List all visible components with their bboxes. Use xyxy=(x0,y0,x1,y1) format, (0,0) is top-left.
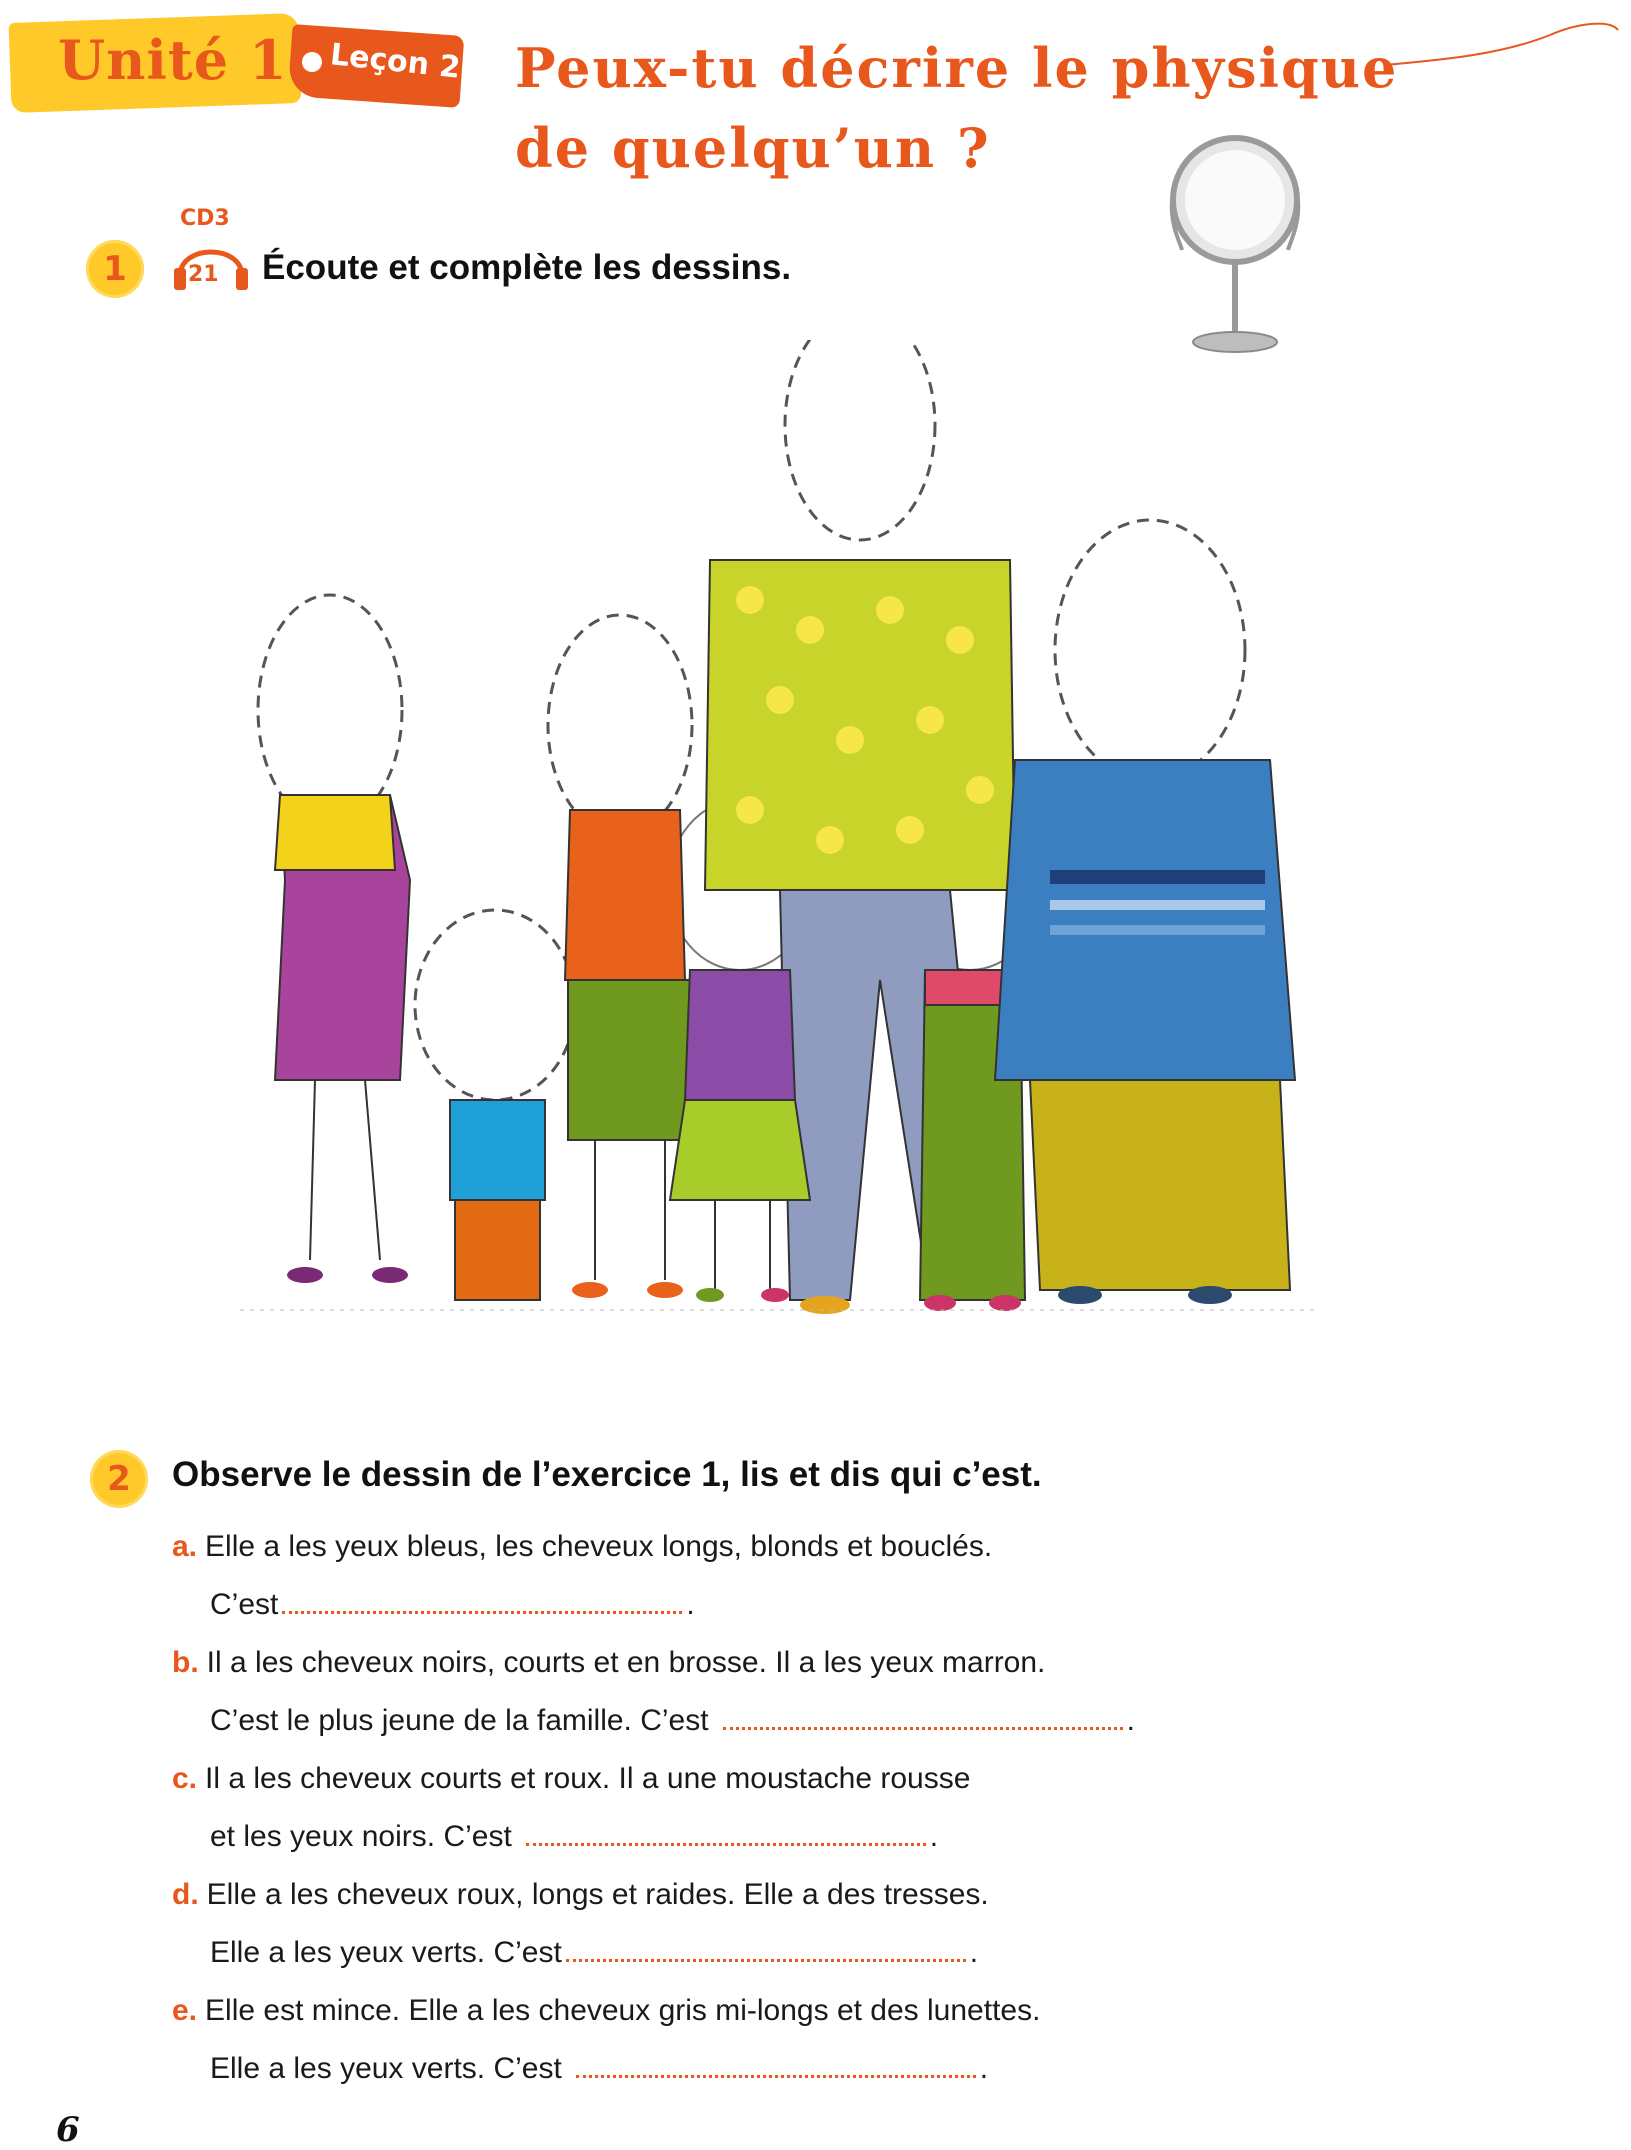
decorative-swirl-icon xyxy=(1380,10,1625,80)
answer-line-c xyxy=(210,1820,938,1854)
page-title-line2: de quelqu’un ? xyxy=(515,116,991,180)
mirror-icon xyxy=(1160,130,1310,360)
question-letter: c. xyxy=(172,1762,198,1795)
exercise-2-number: 2 xyxy=(90,1450,148,1508)
question-b xyxy=(172,1646,1045,1680)
lesson-label: Leçon 2 xyxy=(328,37,463,86)
lesson-dot-icon xyxy=(302,52,322,72)
face-outline-tall-man xyxy=(785,340,935,540)
grandma-trousers xyxy=(1030,1080,1290,1290)
answer-end: . xyxy=(979,2052,989,2085)
question-text: Elle est mince. Elle a les cheveux gris mi-longs et des lunettes. xyxy=(205,1994,1041,2027)
answer-line-e xyxy=(210,2052,988,2086)
exercise-1-instruction: Écoute et complète les dessins. xyxy=(262,248,792,287)
answer-prefix: et les yeux noirs. C’est xyxy=(210,1820,512,1853)
woman-dress-top xyxy=(275,795,395,870)
unit-label: Unité 1 xyxy=(58,28,288,92)
exercise-2-instruction: Observe le dessin de l’exercice 1, lis et dis qui c’est. xyxy=(172,1455,1042,1494)
question-a xyxy=(172,1530,992,1564)
answer-prefix: C’est le plus jeune de la famille. C’est xyxy=(210,1704,709,1737)
answer-blank[interactable] xyxy=(566,1937,966,1962)
answer-blank[interactable] xyxy=(282,1589,682,1614)
answer-blank[interactable] xyxy=(723,1705,1123,1730)
answer-end: . xyxy=(929,1820,939,1853)
question-text: Il a les cheveux courts et roux. Il a une moustache rousse xyxy=(205,1762,971,1795)
page-title-line1: Peux-tu décrire le physique xyxy=(515,36,1399,100)
girl-cardigan xyxy=(685,970,795,1100)
question-c xyxy=(172,1762,970,1796)
answer-end: . xyxy=(969,1936,979,1969)
question-text: Elle a les cheveux roux, longs et raides. Elle a des tresses. xyxy=(206,1878,989,1911)
answer-end: . xyxy=(686,1588,695,1621)
answer-blank[interactable] xyxy=(576,2053,976,2078)
girl-skirt xyxy=(670,1100,810,1200)
toddler-trousers xyxy=(455,1200,540,1300)
grandma-sweater xyxy=(995,760,1295,1080)
page-number: 6 xyxy=(56,2110,80,2150)
answer-line-d xyxy=(210,1936,978,1970)
question-letter: b. xyxy=(172,1646,199,1679)
cd-track-number: 21 xyxy=(188,262,219,287)
answer-blank[interactable] xyxy=(526,1821,926,1846)
face-outline-grandmother xyxy=(1055,520,1245,780)
answer-prefix: Elle a les yeux verts. C’est xyxy=(210,2052,562,2085)
teen-shorts xyxy=(568,980,690,1140)
question-e xyxy=(172,1994,1040,2028)
answer-prefix: C’est xyxy=(210,1588,279,1621)
answer-end: . xyxy=(1126,1704,1135,1737)
toddler-shirt xyxy=(450,1100,545,1200)
answer-line-b xyxy=(210,1704,1135,1738)
question-letter: a. xyxy=(172,1530,198,1563)
question-text: Elle a les yeux bleus, les cheveux longs, blonds et bouclés. xyxy=(205,1530,993,1563)
face-outline-teen-boy xyxy=(548,615,692,835)
teen-sweater xyxy=(565,810,685,980)
question-text: Il a les cheveux noirs, courts et en brosse. Il a les yeux marron. xyxy=(206,1646,1046,1679)
cd-label: CD3 xyxy=(180,206,230,231)
answer-prefix: Elle a les yeux verts. C’est xyxy=(210,1936,562,1969)
answer-line-a xyxy=(210,1588,695,1622)
question-letter: e. xyxy=(172,1994,198,2027)
exercise-1-number: 1 xyxy=(86,240,144,298)
face-outline-woman-left xyxy=(258,595,402,825)
question-d xyxy=(172,1878,989,1912)
family-drawing xyxy=(90,340,1460,1370)
face-outline-toddler xyxy=(415,910,575,1100)
question-letter: d. xyxy=(172,1878,199,1911)
